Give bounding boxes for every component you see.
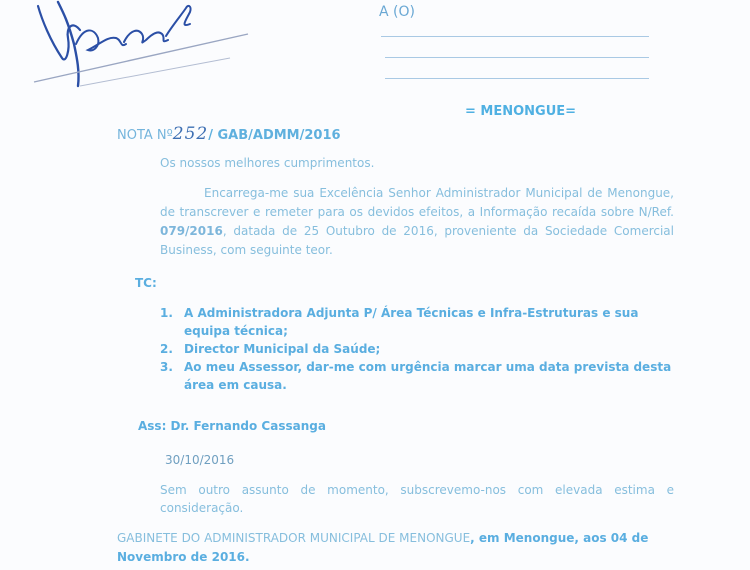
body-reference: 079/2016 <box>160 224 223 238</box>
office-line <box>117 529 677 567</box>
reference-prefix: NOTA Nº <box>117 128 173 143</box>
closing-paragraph <box>160 481 674 517</box>
list-item-text: Director Municipal da Saúde; <box>184 342 381 356</box>
body-text-2: , datada de 25 Outubro de 2016, proveniente da Sociedade Comercial Business, com seguinte teor. <box>160 224 674 257</box>
list-item <box>160 340 674 358</box>
addressee-label: A (O) <box>379 4 415 20</box>
list-item <box>160 358 674 394</box>
signoff: Ass: Dr. Fernando Cassanga <box>138 419 326 433</box>
office-name: GABINETE DO ADMINISTRADOR MUNICIPAL DE MENONGUE <box>117 531 471 545</box>
document-date: 30/10/2016 <box>165 453 235 467</box>
reference-line <box>117 124 341 144</box>
greeting: Os nossos melhores cumprimentos. <box>160 156 375 170</box>
address-line-2 <box>385 57 649 58</box>
list-item-text: Ao meu Assessor, dar-me com urgência marcar uma data prevista desta área em causa. <box>184 360 672 392</box>
list-item-text: A Administradora Adjunta P/ Área Técnicas e Infra-Estruturas e sua equipa técnica; <box>184 306 639 338</box>
list-item <box>160 304 674 340</box>
location-title: = MENONGUE= <box>465 104 577 119</box>
list-item-number: 2. <box>160 342 173 356</box>
tc-label: TC: <box>135 276 157 290</box>
body-paragraph <box>160 184 674 260</box>
address-line-3 <box>385 78 649 79</box>
handwritten-signature <box>20 0 250 95</box>
office-place-date: , em Menongue, aos 04 de Novembro de 2016. <box>117 531 649 564</box>
distribution-list <box>160 304 674 394</box>
reference-suffix: / GAB/ADMM/2016 <box>208 128 341 143</box>
reference-number: 252 <box>172 124 209 144</box>
closing-text: Sem outro assunto de momento, subscrevemo-nos com elevada estima e consideração. <box>160 483 674 515</box>
list-item-number: 3. <box>160 360 173 374</box>
address-line-1 <box>381 36 649 37</box>
list-item-number: 1. <box>160 306 173 320</box>
body-text-1: Encarrega-me sua Excelência Senhor Administrador Municipal de Menongue, de transcrever e remeter para os devidos efeitos, a Informação recaída sobre N/Ref. <box>160 186 674 219</box>
